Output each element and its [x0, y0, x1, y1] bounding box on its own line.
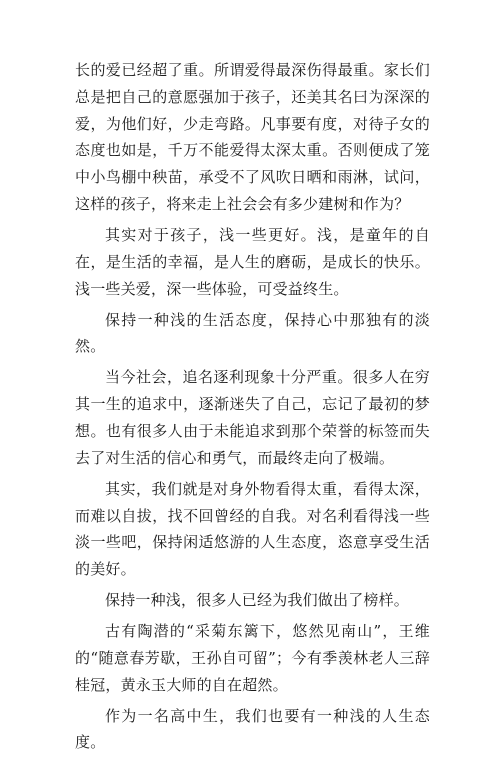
paragraph-7: 古有陶潜的“采菊东篱下，悠然见南山”，王维的“随意春芳歇，王孙自可留”；今有季羡林老人三辞桂冠，黄永玉大师的自在超然。: [75, 622, 430, 694]
paragraph-1: 长的爱已经超了重。所谓爱得最深伤得最重。家长们总是把自己的意愿强加于孩子，还美其名曰为深深的爱，为他们好，少走弯路。凡事要有度，对待子女的态度也如是，千万不能爱得太深太重。否则便成了笼中小鸟棚中秧苗，承受不了风吹日晒和雨淋，试问，这样的孩子，将来走上社会会有多少建树和作为？: [75, 61, 430, 213]
paragraph-3: 保持一种浅的生活态度，保持心中那独有的淡然。: [75, 310, 430, 356]
paragraph-2: 其实对于孩子，浅一些更好。浅，是童年的自在，是生活的幸福，是人生的磨砺，是成长的快乐。浅一些关爱，深一些体验，可受益终生。: [75, 225, 430, 298]
paragraph-4: 当今社会，追名逐利现象十分严重。很多人在穷其一生的追求中，逐渐迷失了自己，忘记了最初的梦想。也有很多人由于未能追求到那个荣誉的标签而失去了对生活的信心和勇气，而最终走向了极端。: [75, 368, 430, 467]
paragraph-5: 其实，我们就是对身外物看得太重，看得太深，而难以自拔，找不回曾经的自我。对名利看得浅一些淡一些吧，保持闲适悠游的人生态度，恣意享受生活的美好。: [75, 479, 430, 579]
paragraph-6: 保持一种浅，很多人已经为我们做出了榜样。: [105, 591, 410, 610]
document-body: [75, 57, 430, 760]
paragraph-8: 作为一名高中生，我们也要有一种浅的人生态度。: [75, 706, 430, 752]
